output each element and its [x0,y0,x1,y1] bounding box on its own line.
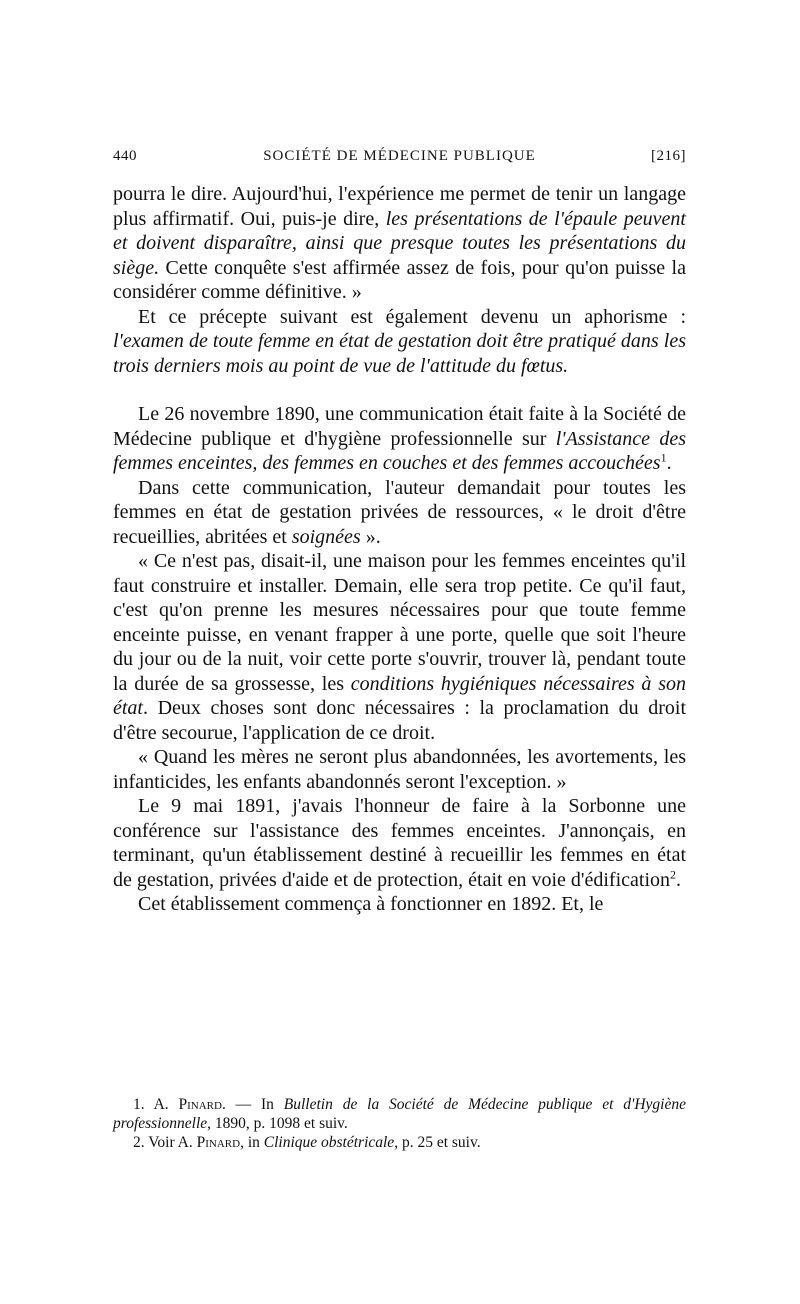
italic-run: l'examen de toute femme en état de gestation doit être pratiqué dans les trois derniers mois au point de vue de l'attitude du fœtus. [113,330,686,377]
text-run: Cette conquête s'est affirmée assez de fois, pour qu'on puisse la considérer comme définitive. » [113,256,686,303]
bracket-reference: [216] [651,148,686,164]
paragraph-1 [113,182,686,305]
page-header [113,148,686,172]
text-run: Dans cette communication, l'auteur demandait pour toutes les femmes en état de gestation privées de ressources, « le droit d'être recueillies, abritées et [113,476,686,548]
running-title: SOCIÉTÉ DE MÉDECINE PUBLIQUE [263,148,536,164]
footnote-2 [113,1133,686,1152]
paragraph-7 [113,794,686,892]
text-run: « Ce n'est pas, disait-il, une maison pour les femmes enceintes qu'il faut construire et installer. Demain, elle sera trop petite. Ce qu'il faut, c'est qu'on prenne les mesures nécessaires pour que toute femme enceinte puisse, en venant frapper à une porte, quelle que soit l'heure du jour ou de la nuit, voir cette porte s'ouvrir, trouver là, pendant toute la durée de sa grossesse, les [113,550,686,695]
footnote-title: Bulletin de la Société de Médecine publique et d'Hygiène professionnelle [113,1096,686,1132]
paragraph-6 [113,745,686,794]
footnote-number: 1. A. [133,1096,179,1113]
text-run: ». [360,525,381,548]
text-run: . [666,452,672,474]
text-run: . Deux choses sont donc nécessaires : la proclamation du droit d'être secourue, l'application de ce droit. [113,697,686,744]
text-run: « Quand les mères ne seront plus abandonnées, les avortements, les infanticides, les enfants abandonnés seront l'exception. » [113,746,686,793]
italic-run: conditions hygiéniques nécessaires à son état [113,672,686,719]
text-run: Et ce précepte suivant est également devenu un aphorisme : [138,305,686,328]
text-run: Le 9 mai 1891, j'avais l'honneur de faire à la Sorbonne une conférence sur l'assistance des femmes enceintes. J'annonçais, en terminant, qu'un établissement destiné à recueillir les femmes en état de gestation, privées d'aide et de protection, était en voie d'édification [113,795,686,891]
text-run: . — In [221,1096,284,1113]
italic-run: soignées [291,525,361,548]
footnote-ref-1: 1 [660,450,667,465]
footnote-ref-2: 2 [670,866,677,881]
paragraph-5 [113,549,686,745]
text-run: , 1890, p. 1098 et suiv. [207,1115,348,1132]
footnote-author: Pinard [196,1134,241,1151]
text-run: Le 26 novembre 1890, une communication était faite à la Société de Médecine publique et d'hygiène professionnelle sur [113,403,686,450]
text-run: . [676,868,682,891]
footnotes [113,1095,686,1152]
text-run: , p. 25 et suiv. [394,1134,481,1151]
main-text [113,182,686,917]
text-run: pourra le dire. Aujourd'hui, l'expérience me permet de tenir un langage plus affirmatif. Oui, puis-je dire, [113,183,686,230]
paragraph-8 [113,892,686,917]
footnote-author: Pinard [178,1096,222,1113]
paragraph-3 [113,402,686,476]
footnote-title: Clinique obstétricale [263,1134,395,1151]
paragraph-2 [113,305,686,379]
paragraph-4 [113,476,686,550]
page-number: 440 [113,148,137,164]
italic-run: l'Assistance des femmes enceintes, des femmes en couches et des femmes accouchées [113,427,686,474]
footnote-1 [113,1095,686,1133]
footnote-number: 2. Voir A. [133,1134,197,1151]
text-run: , in [240,1134,264,1151]
text-run: Cet établissement commença à fonctionner en 1892. Et, le [138,893,604,915]
italic-run: les présentations de l'épaule peuvent et doivent disparaître, ainsi que presque toutes les présentations du siège. [113,207,686,279]
